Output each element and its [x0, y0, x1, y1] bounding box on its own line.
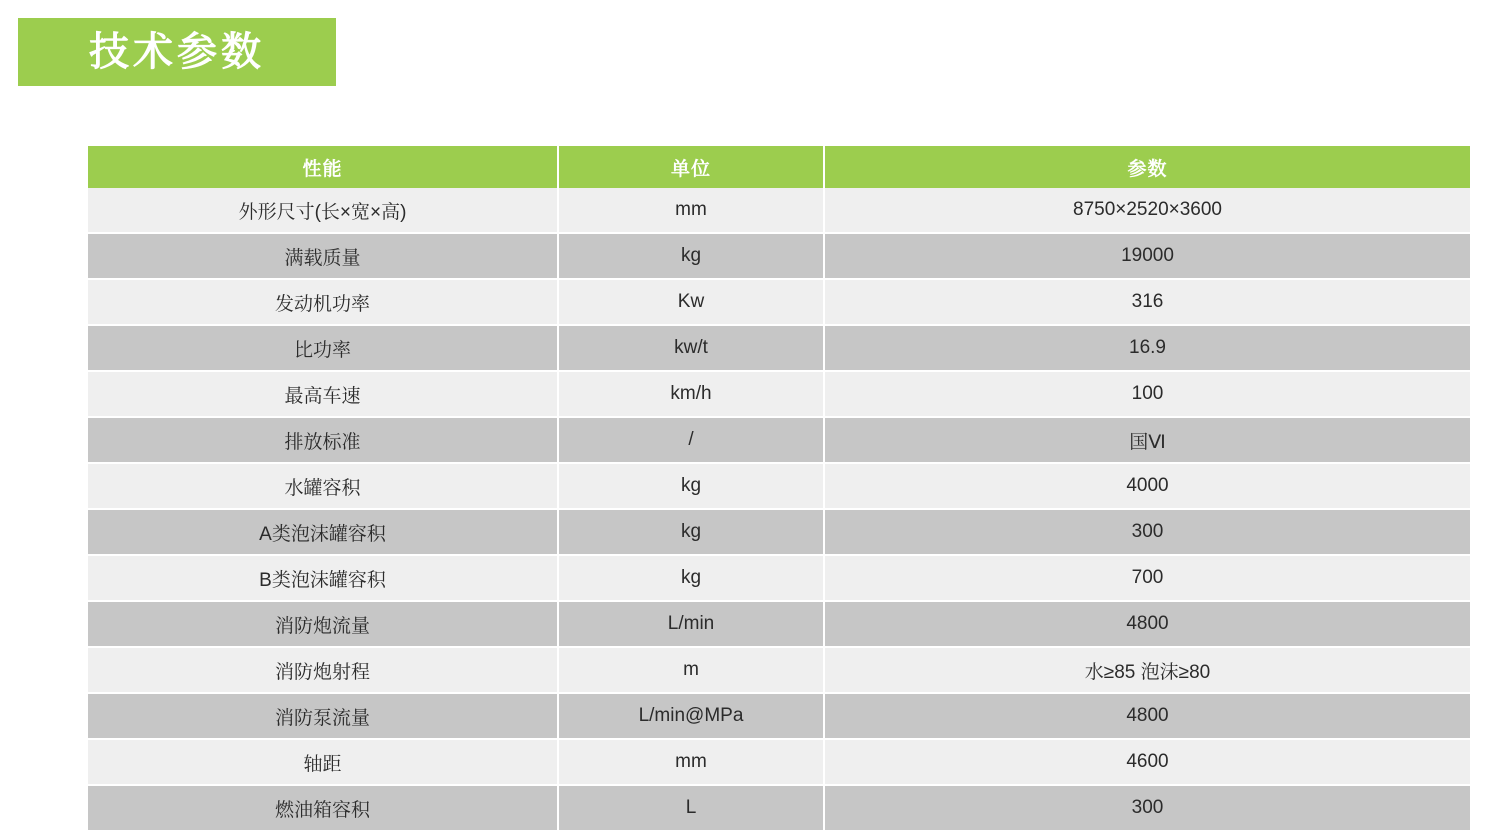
table-row	[88, 233, 1470, 279]
cell-value: 300	[824, 509, 1470, 555]
cell-performance: 消防炮射程	[88, 647, 558, 693]
cell-performance: 发动机功率	[88, 279, 558, 325]
cell-unit: L/min	[558, 601, 824, 647]
cell-performance: 外形尺寸(长×宽×高)	[88, 188, 558, 233]
cell-unit: mm	[558, 739, 824, 785]
cell-performance: 消防炮流量	[88, 601, 558, 647]
cell-value: 19000	[824, 233, 1470, 279]
table-row	[88, 188, 1470, 233]
cell-performance: 轴距	[88, 739, 558, 785]
table-row	[88, 693, 1470, 739]
table-header	[88, 146, 1470, 188]
table-row	[88, 279, 1470, 325]
table-body	[88, 188, 1470, 831]
cell-performance: 最高车速	[88, 371, 558, 417]
cell-unit: Kw	[558, 279, 824, 325]
table-row	[88, 371, 1470, 417]
cell-unit: L/min@MPa	[558, 693, 824, 739]
cell-performance: 满载质量	[88, 233, 558, 279]
page-title-banner	[18, 18, 336, 86]
table-row	[88, 739, 1470, 785]
cell-performance: A类泡沫罐容积	[88, 509, 558, 555]
table-header-row	[88, 146, 1470, 188]
cell-value: 700	[824, 555, 1470, 601]
cell-value: 8750×2520×3600	[824, 188, 1470, 233]
cell-value: 4800	[824, 693, 1470, 739]
cell-value: 300	[824, 785, 1470, 831]
cell-unit: L	[558, 785, 824, 831]
cell-unit: kw/t	[558, 325, 824, 371]
cell-unit: kg	[558, 463, 824, 509]
cell-unit: m	[558, 647, 824, 693]
cell-value: 100	[824, 371, 1470, 417]
cell-unit: /	[558, 417, 824, 463]
table-row	[88, 785, 1470, 831]
cell-performance: 消防泵流量	[88, 693, 558, 739]
cell-value: 水≥85 泡沫≥80	[824, 647, 1470, 693]
column-header-unit: 单位	[558, 146, 824, 188]
table-row	[88, 417, 1470, 463]
cell-value: 4600	[824, 739, 1470, 785]
cell-value: 4000	[824, 463, 1470, 509]
cell-unit: mm	[558, 188, 824, 233]
table-row	[88, 647, 1470, 693]
cell-performance: B类泡沫罐容积	[88, 555, 558, 601]
table-row	[88, 463, 1470, 509]
cell-value: 316	[824, 279, 1470, 325]
column-header-performance: 性能	[88, 146, 558, 188]
table-row	[88, 509, 1470, 555]
cell-unit: km/h	[558, 371, 824, 417]
table-row	[88, 601, 1470, 647]
cell-performance: 燃油箱容积	[88, 785, 558, 831]
column-header-value: 参数	[824, 146, 1470, 188]
cell-value: 4800	[824, 601, 1470, 647]
cell-value: 国Ⅵ	[824, 417, 1470, 463]
table-row	[88, 325, 1470, 371]
page-title: 技术参数	[89, 30, 265, 74]
cell-unit: kg	[558, 509, 824, 555]
cell-performance: 水罐容积	[88, 463, 558, 509]
cell-unit: kg	[558, 555, 824, 601]
cell-unit: kg	[558, 233, 824, 279]
technical-parameters-table	[88, 146, 1470, 832]
cell-performance: 比功率	[88, 325, 558, 371]
cell-value: 16.9	[824, 325, 1470, 371]
table-row	[88, 555, 1470, 601]
cell-performance: 排放标准	[88, 417, 558, 463]
